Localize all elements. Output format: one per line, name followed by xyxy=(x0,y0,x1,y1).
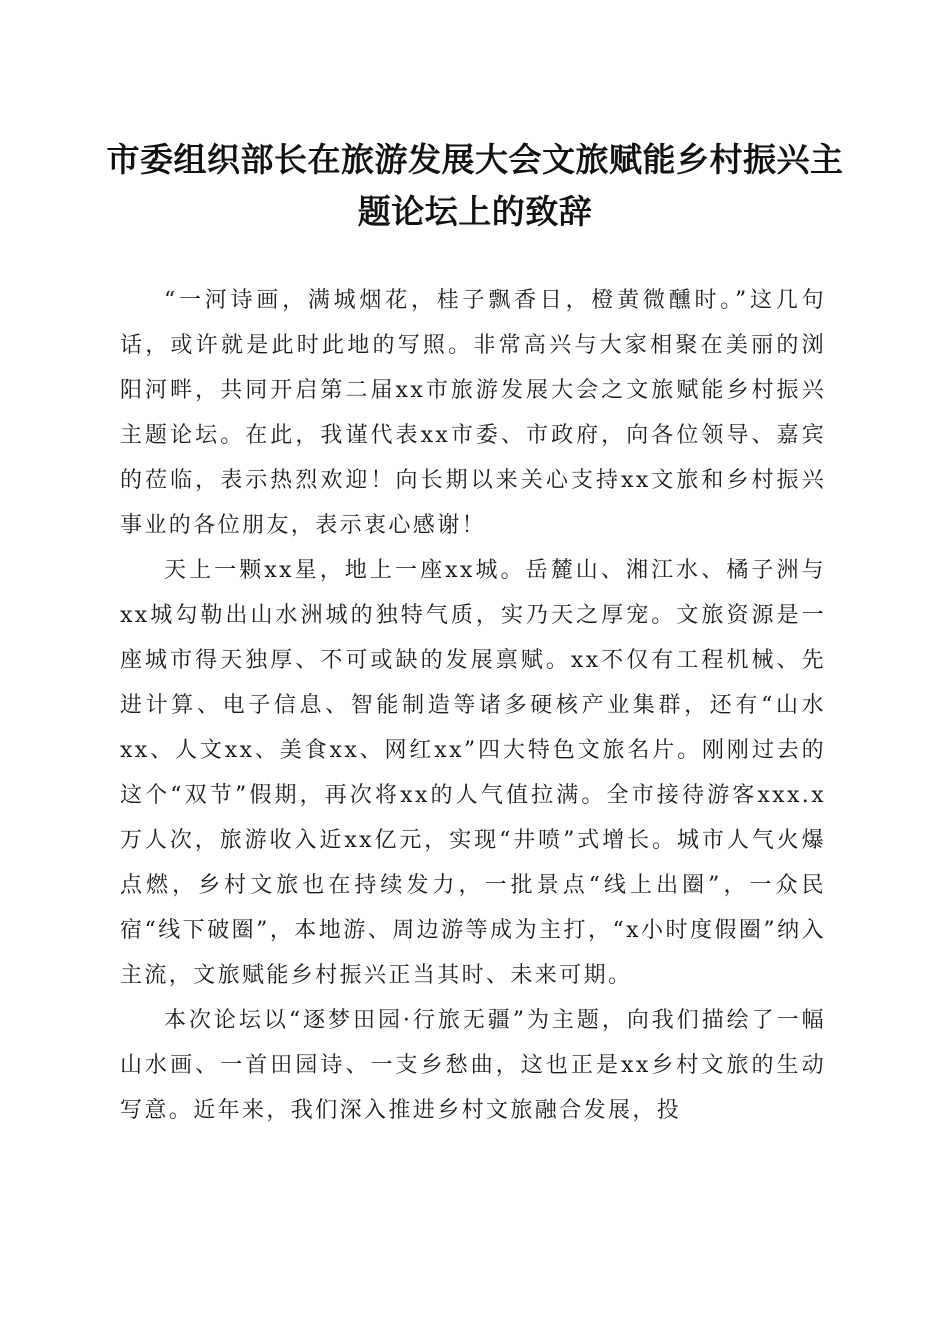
paragraph-1: “一河诗画，满城烟花，桂子飘香日，橙黄微醺时。”这几句话，或许就是此时此地的写照。非常高兴与大家相聚在美丽的浏阳河畔，共同开启第二届xx市旅游发展大会之文旅赋能乡村振兴主题论坛。在此，我谨代表xx市委、市政府，向各位领导、嘉宾的莅临，表示热烈欢迎！向长期以来关心支持xx文旅和乡村振兴事业的各位朋友，表示衷心感谢！ xyxy=(120,288,826,538)
paragraph-3: 本次论坛以“逐梦田园·行旅无疆”为主题，向我们描绘了一幅山水画、一首田园诗、一支乡愁曲，这也正是xx乡村文旅的生动写意。近年来，我们深入推进乡村文旅融合发展，投 xyxy=(120,1008,826,1123)
paragraph-2: 天上一颗xx星，地上一座xx城。岳麓山、湘江水、橘子洲与xx城勾勒出山水洲城的独特气质，实乃天之厚宠。文旅资源是一座城市得天独厚、不可或缺的发展禀赋。xx不仅有工程机械、先进计算、电子信息、智能制造等诸多硬核产业集群，还有“山水xx、人文xx、美食xx、网红xx”四大特色文旅名片。刚刚过去的这个“双节”假期，再次将xx的人气值拉满。全市接待游客xxx.x万人次，旅游收入近xx亿元，实现“井喷”式增长。城市人气火爆点燃，乡村文旅也在持续发力，一批景点“线上出圈”，一众民宿“线下破圈”，本地游、周边游等成为主打，“x小时度假圈”纳入主流，文旅赋能乡村振兴正当其时、未来可期。 xyxy=(120,558,826,988)
document-body xyxy=(120,278,826,1133)
document-title: 市委组织部长在旅游发展大会文旅赋能乡村振兴主题论坛上的致辞 xyxy=(106,140,844,231)
